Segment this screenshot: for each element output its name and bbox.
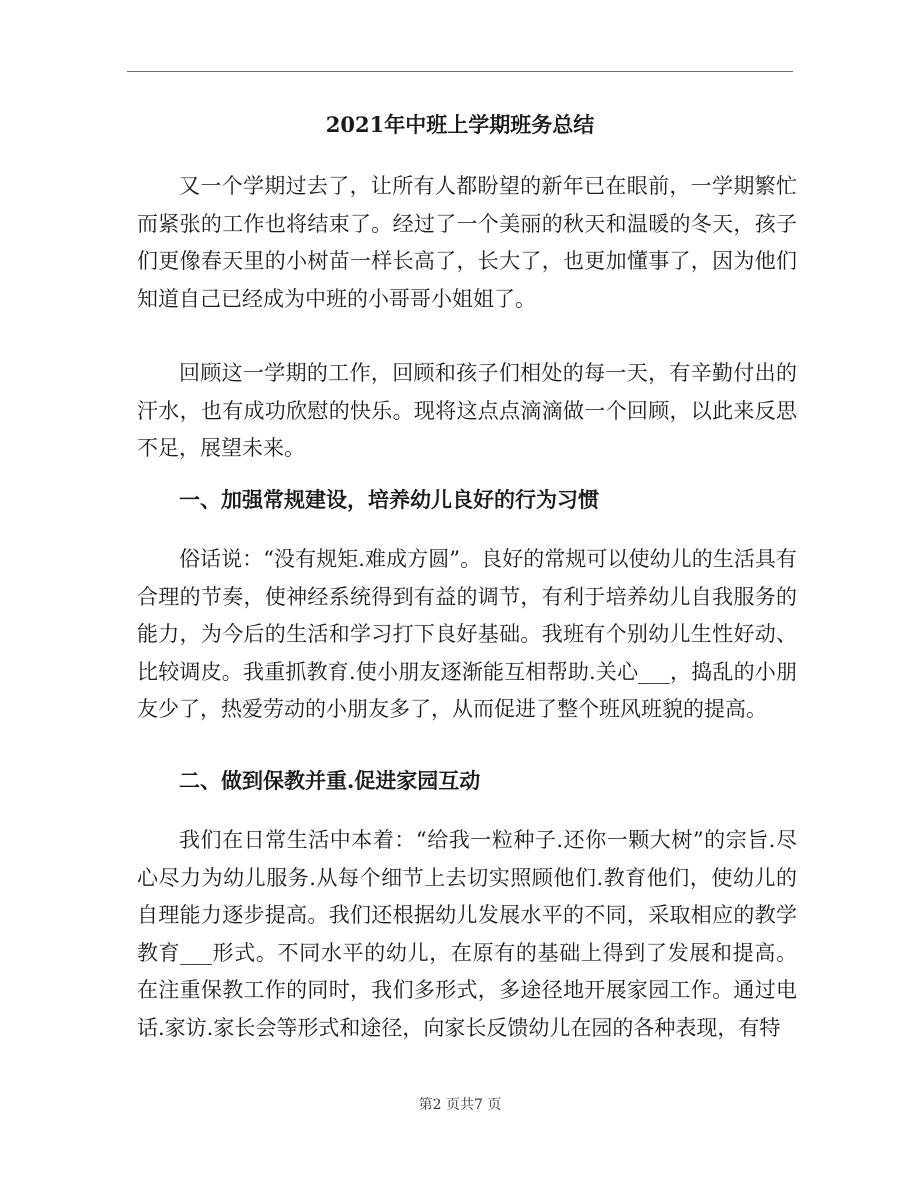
document-title: 2021年中班上学期班务总结 [325,112,595,137]
section-heading-1: 一、加强常规建设，培养幼儿良好的行为习惯 [179,487,599,512]
section-body-2: 我们在日常生活中本着：“给我一粒种子.还你一颗大树”的宗旨.尽心尽力为幼儿服务.从每个细节上去切实照顾他们.教育他们，使幼儿的自理能力逐步提高。我们还根据幼儿发展水平的不同，采取相应的教学教育___形式。不同水平的幼儿，在原有的基础上得到了发展和提高。在注重保教工作的同时，我们多形式，多途径地开展家园工作。通过电话.家访.家长会等形式和途径，向家长反馈幼儿在园的各种表现，有特 [137,828,797,1040]
section-heading-2: 二、做到保教并重.促进家园互动 [179,768,481,793]
intro-paragraph-2: 回顾这一学期的工作，回顾和孩子们相处的每一天，有辛勤付出的汗水，也有成功欣慰的快乐。现将这点点滴滴做一个回顾，以此来反思不足，展望未来。 [137,361,797,460]
page-footer: 第2 页共7 页 [418,1097,502,1113]
header-rule [127,71,793,72]
intro-paragraph-1: 又一个学期过去了，让所有人都盼望的新年已在眼前，一学期繁忙而紧张的工作也将结束了。经过了一个美丽的秋天和温暖的冬天，孩子们更像春天里的小树苗一样长高了，长大了，也更加懂事了，因为他们知道自己已经成为中班的小哥哥小姐姐了。 [137,174,797,311]
section-body-1: 俗话说：“没有规矩.难成方圆”。良好的常规可以使幼儿的生活具有合理的节奏，使神经系统得到有益的调节，有利于培养幼儿自我服务的能力，为今后的生活和学习打下良好基础。我班有个别幼儿生性好动、比较调皮。我重抓教育.使小朋友逐渐能互相帮助.关心___，捣乱的小朋友少了，热爱劳动的小朋友多了，从而促进了整个班风班貌的提高。 [137,547,797,721]
